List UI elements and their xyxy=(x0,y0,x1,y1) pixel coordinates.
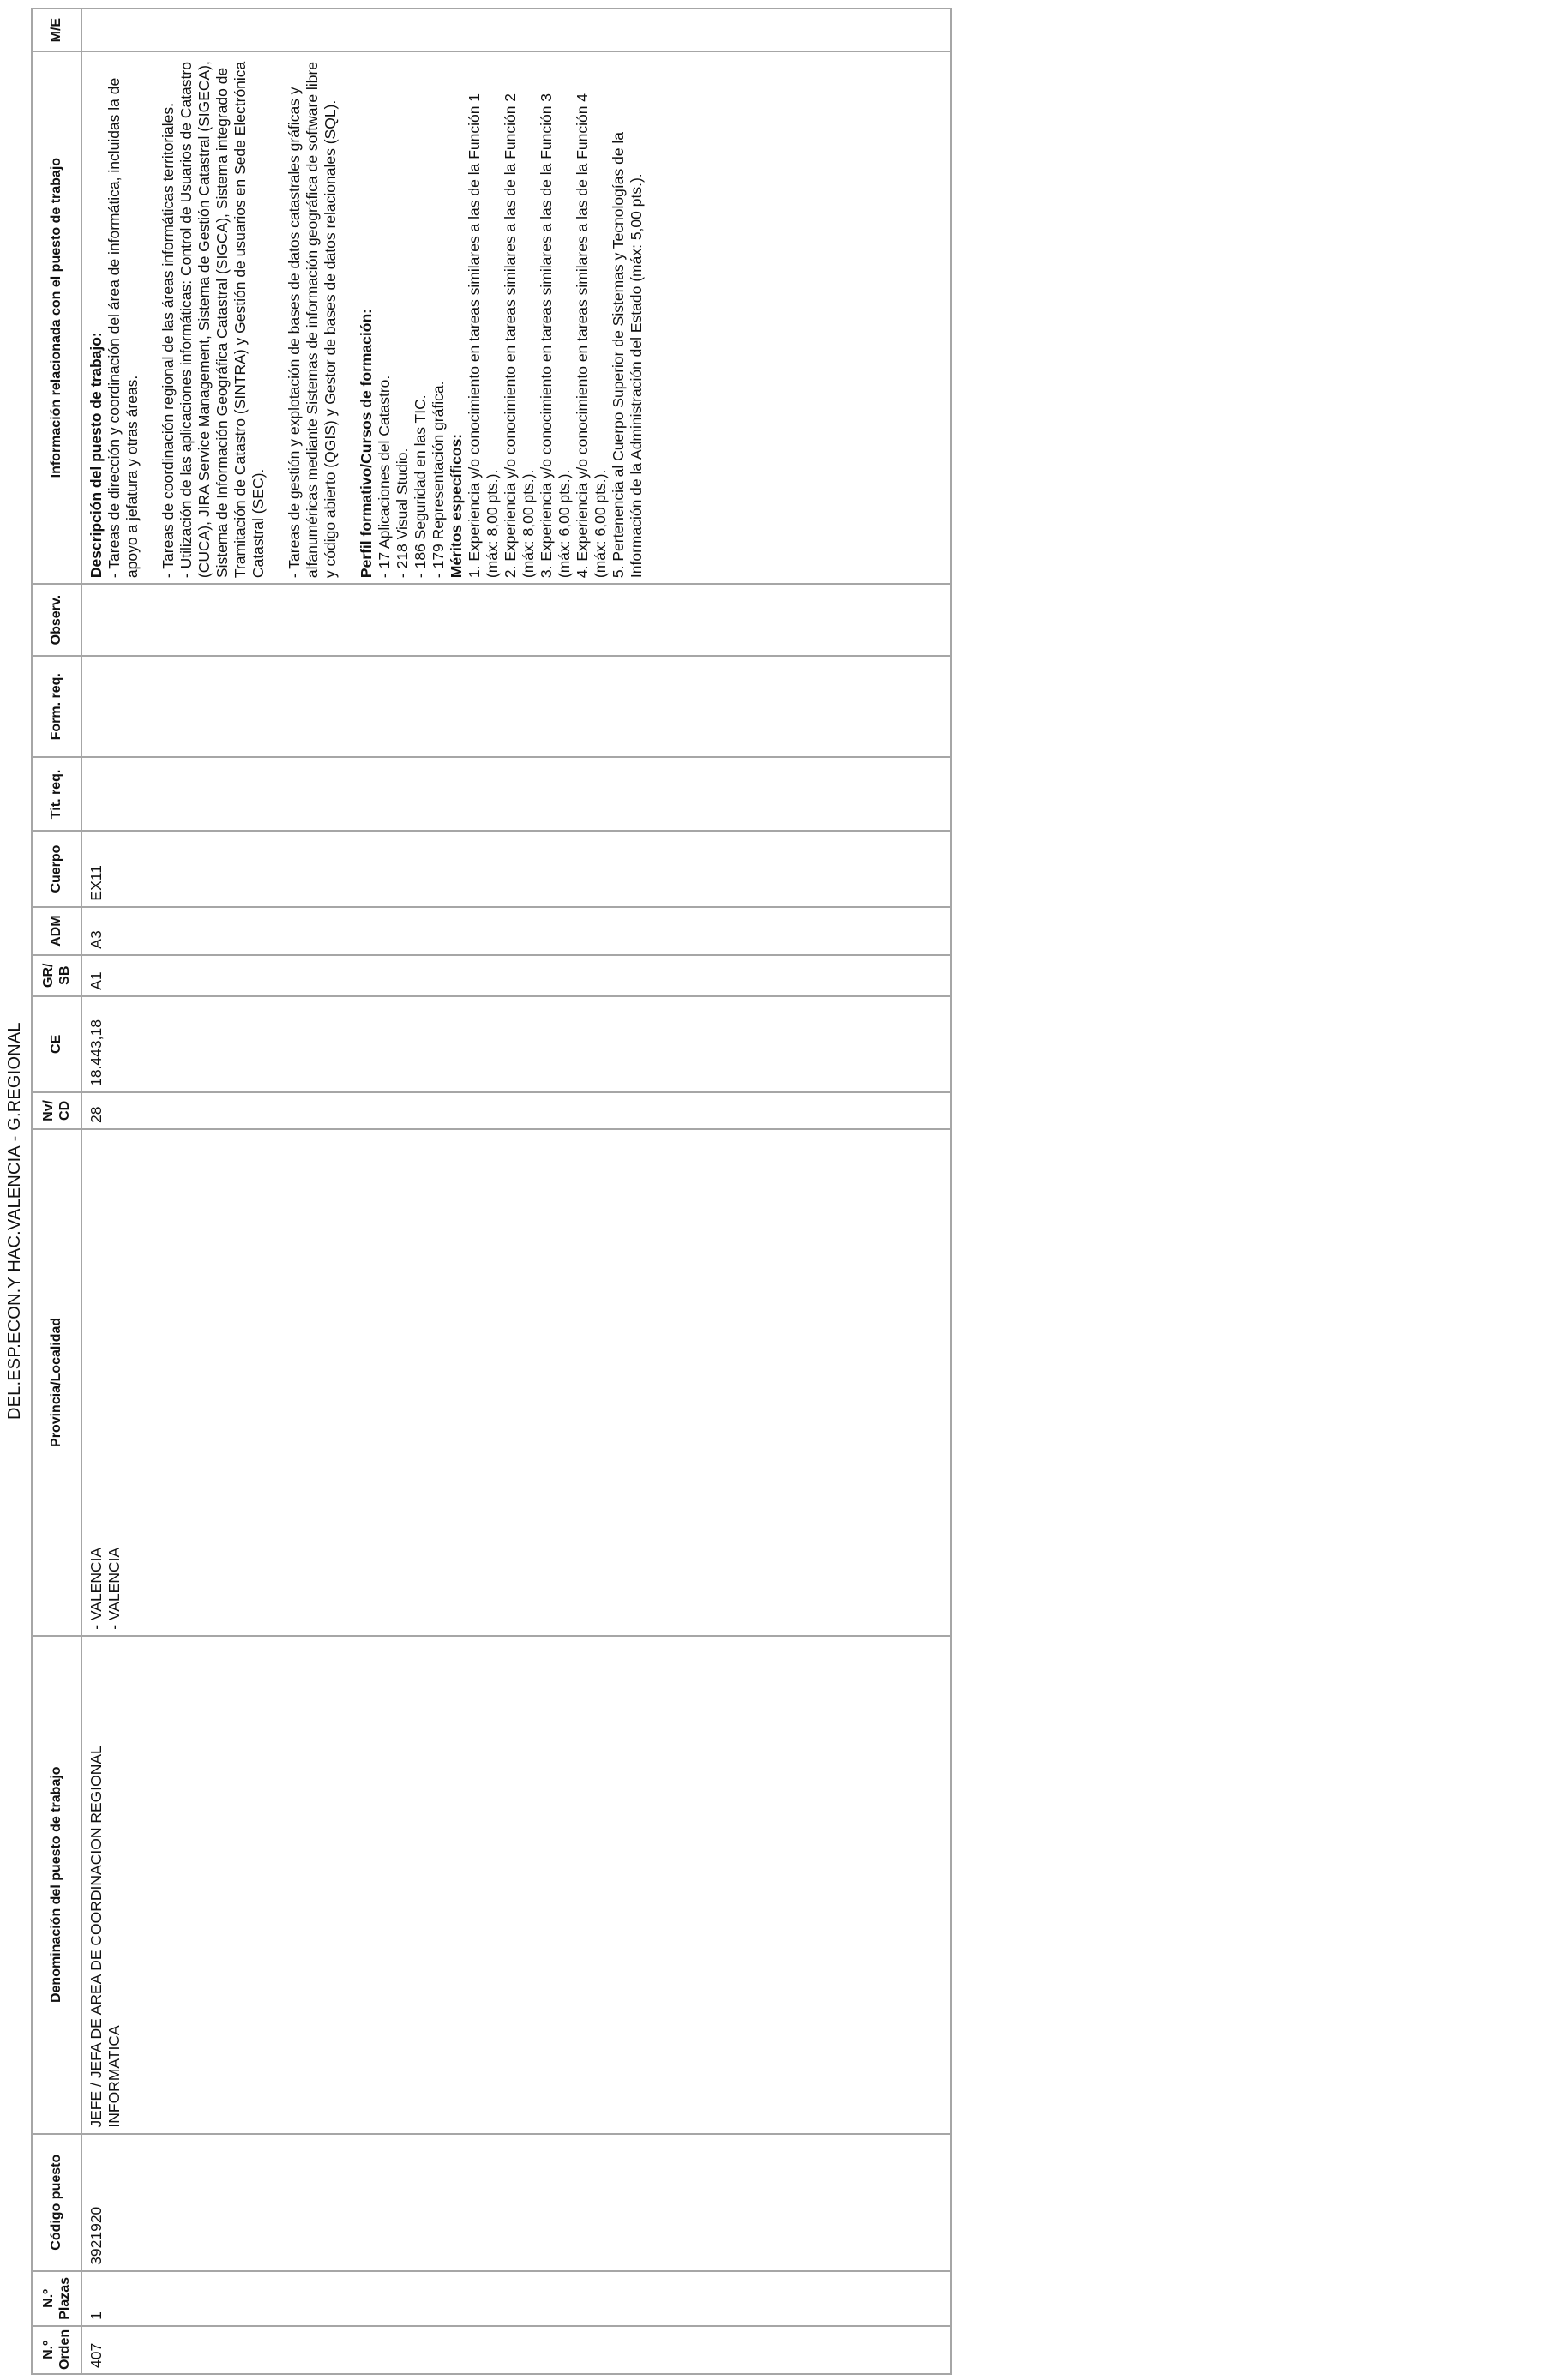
col-header-orden: N.º Orden xyxy=(32,2326,81,2374)
cell-orden: 407 xyxy=(81,2326,951,2374)
cell-denominacion: JEFE / JEFA DE AREA DE COORDINACION REGIONAL INFORMATICA xyxy=(81,1636,951,2134)
col-header-observaciones: Observ. xyxy=(32,584,81,656)
col-header-formacion: Form. req. xyxy=(32,656,81,757)
descripcion-item: - Tareas de gestión y explotación de bases de datos catastrales gráficas y alfanuméricas mediante Sistemas de información geográfica de software libre y código abierto (QGIS) y Gestor de bases de datos relacionales (SQL). xyxy=(286,62,339,579)
cell-observaciones xyxy=(81,584,951,656)
col-header-ce: CE xyxy=(32,996,81,1092)
cell-informacion xyxy=(81,51,951,584)
cell-provincia xyxy=(81,1129,951,1636)
cell-formacion xyxy=(81,656,951,757)
col-header-adm: ADM xyxy=(32,907,81,955)
cell-plazas: 1 xyxy=(81,2271,951,2326)
cell-nivel: 28 xyxy=(81,1092,951,1129)
merito-item: 1. Experiencia y/o conocimiento en tareas similares a las de la Función 1 (máx: 8,00 pts.). xyxy=(466,93,501,579)
cell-codigo: 3921920 xyxy=(81,2134,951,2271)
col-header-informacion: Información relacionada con el puesto de trabajo xyxy=(32,51,81,584)
descripcion-item: - Tareas de dirección y coordinación del área de informática, incluidas la de apoyo a jefatura y otras áreas. xyxy=(105,77,141,579)
col-header-denominacion: Denominación del puesto de trabajo xyxy=(32,1636,81,2134)
curso-item: - 179 Representación gráfica. xyxy=(430,381,447,579)
merito-item: 2. Experiencia y/o conocimiento en tareas similares a las de la Función 2 (máx: 8,00 pts.). xyxy=(502,93,537,579)
cell-grupo: A1 xyxy=(81,955,951,996)
col-header-me: M/E xyxy=(32,9,81,51)
meritos-heading: Méritos específicos: xyxy=(448,433,465,579)
curso-item: - 186 Seguridad en las TIC. xyxy=(412,394,429,579)
provincia-value: - VALENCIA xyxy=(87,1547,105,1630)
cell-adm: A3 xyxy=(81,907,951,955)
table-row xyxy=(81,9,951,2374)
merito-item: 3. Experiencia y/o conocimiento en tareas similares a las de la Función 3 (máx: 6,00 pts.). xyxy=(538,93,573,579)
merito-item: 4. Experiencia y/o conocimiento en tareas similares a las de la Función 4 (máx: 6,00 pts.). xyxy=(574,93,609,579)
curso-item: - 218 Visual Studio. xyxy=(394,448,411,579)
descripcion-heading: Descripción del puesto de trabajo: xyxy=(87,332,105,579)
col-header-codigo: Código puesto xyxy=(32,2134,81,2271)
cell-titulacion xyxy=(81,757,951,831)
header-row xyxy=(32,9,81,2374)
localidad-value: - VALENCIA xyxy=(105,1547,123,1630)
col-header-nivel: Nv/ CD xyxy=(32,1092,81,1129)
cell-ce: 18.443,18 xyxy=(81,996,951,1092)
merito-item: 5. Pertenencia al Cuerpo Superior de Sistemas y Tecnologías de la Información de la Administración del Estado (máx: 5,00 pts.). xyxy=(610,131,645,579)
positions-table xyxy=(31,8,952,2375)
col-header-provincia: Provincia/Localidad xyxy=(32,1129,81,1636)
col-header-cuerpo: Cuerpo xyxy=(32,831,81,906)
curso-item: - 17 Aplicaciones del Catastro. xyxy=(376,375,393,579)
section-title: DEL.ESP.ECON.Y HAC.VALENCIA - G.REGIONAL xyxy=(5,1022,24,1420)
col-header-grupo: GR/ SB xyxy=(32,955,81,996)
col-header-plazas: N.º Plazas xyxy=(32,2271,81,2326)
col-header-titulacion: Tit. req. xyxy=(32,757,81,831)
cell-cuerpo: EX11 xyxy=(81,831,951,906)
descripcion-item: - Tareas de coordinación regional de las áreas informáticas territoriales. xyxy=(159,102,177,579)
descripcion-item: - Utilización de las aplicaciones informáticas: Control de Usuarios de Catastro (CUCA), JIRA Service Management, Sistema de Gestión Catastral (SIGECA), Sistema de Información Geográfica Catastral (SIGCA), Sistema integrado de Tramitación de Catastro (SINTRA) y Gestión de usuarios en Sede Electrónica Catastral (SEC). xyxy=(177,61,267,579)
perfil-heading: Perfil formativo/Cursos de formación: xyxy=(358,309,375,579)
cell-me xyxy=(81,9,951,51)
